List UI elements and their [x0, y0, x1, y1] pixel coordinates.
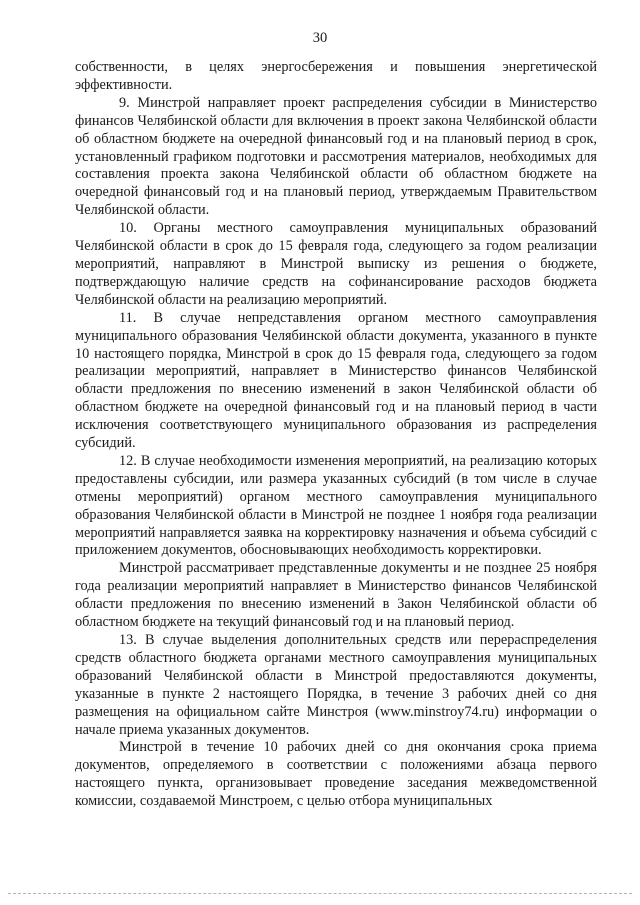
page-number: 30	[312, 30, 328, 46]
paragraph-item-10: 10. Органы местного самоуправления муниципальных образований Челябинской области в срок до 15 февраля года, следующего за годом реализации мероприятий, направляют в Минстрой выписку из решения о бюджете, подтверждающую наличие средств на софинансирование расходов бюджета Челябинской области на реализацию мероприятий.	[75, 220, 597, 308]
paragraph-item-9: 9. Минстрой направляет проект распределения субсидии в Министерство финансов Челябинской области для включения в проект закона Челябинской области об областном бюджете на очередной финансовый год и на плановый период в срок, установленный графиком подготовки и рассмотрения материалов, необходимых для составления проекта закона Челябинской области об областном бюджете на очередной финансовый год и на плановый период, утверждаемым Правительством Челябинской области.	[75, 94, 597, 219]
document-body	[75, 59, 597, 811]
paragraph-item-12-second: Минстрой рассматривает представленные документы и не позднее 25 ноября года реализации мероприятий направляет в Министерство финансов Челябинской области предложения по внесению изменений в Закон Челябинской области об областном бюджете на текущий финансовый год и на плановый период.	[75, 560, 597, 631]
paragraph-item-13-second: Минстрой в течение 10 рабочих дней со дня окончания срока приема документов, определяемого в соответствии с положениями абзаца первого настоящего пункта, организовывает проведение заседания межведомственной комиссии, создаваемой Минстроем, с целью отбора муниципальных	[75, 739, 597, 810]
paragraph-item-13: 13. В случае выделения дополнительных средств или перераспределения средств областного бюджета органами местного самоуправления муниципальных образований Челябинской области в Минстрой предоставляются документы, указанные в пункте 2 настоящего Порядка, в течение 3 рабочих дней со дня размещения на официальном сайте Минстроя (www.minstroy74.ru) информации о начале приема указанных документов.	[75, 632, 597, 738]
paragraph-continuation: собственности, в целях энергосбережения и повышения энергетической эффективности.	[75, 59, 597, 93]
footer-divider	[8, 893, 632, 894]
paragraph-item-12: 12. В случае необходимости изменения мероприятий, на реализацию которых предоставлены субсидии, или размера указанных субсидий (в том числе в случае отмены мероприятий) органом местного самоуправления муниципального образования Челябинской области в Минстрой не позднее 1 ноября года реализации мероприятий направляется заявка на корректировку назначения и объема субсидий с приложением документов, обосновывающих необходимость корректировки.	[75, 452, 597, 559]
paragraph-item-11: 11. В случае непредставления органом местного самоуправления муниципального образования Челябинской области документа, указанного в пункте 10 настоящего порядка, Минстрой в срок до 15 февраля года, следующего за годом реализации мероприятий, направляет в Министерство финансов Челябинской области предложения по внесению изменений в закон Челябинской области об областном бюджете на очередной финансовый год и на плановый период в части исключения соответствующего муниципального образования из распределения субсидий.	[75, 309, 597, 452]
